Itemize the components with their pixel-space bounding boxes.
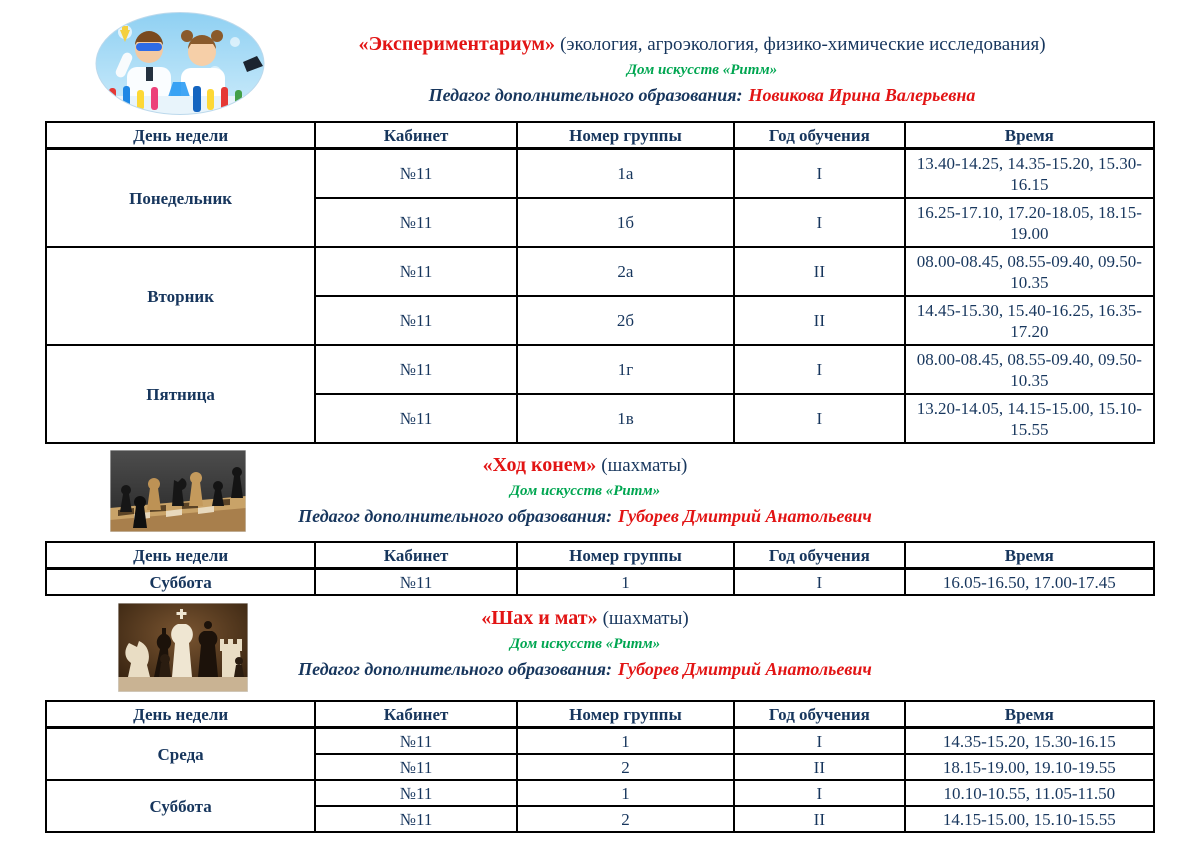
year-cell: II bbox=[734, 754, 905, 780]
group-cell: 2 bbox=[517, 754, 734, 780]
year-cell: II bbox=[734, 247, 905, 296]
year-cell: II bbox=[734, 806, 905, 832]
time-cell: 14.35-15.20, 15.30-16.15 bbox=[905, 728, 1154, 755]
table-header-row bbox=[46, 701, 1154, 728]
table-row bbox=[46, 247, 1154, 296]
day-cell: Среда bbox=[46, 728, 315, 781]
header-year: Год обучения bbox=[734, 542, 905, 569]
day-cell: Суббота bbox=[46, 569, 315, 596]
header-day: День недели bbox=[46, 701, 315, 728]
schedule-table-experimentarium bbox=[45, 121, 1155, 444]
time-cell: 10.10-10.55, 11.05-11.50 bbox=[905, 780, 1154, 806]
year-cell: I bbox=[734, 569, 905, 596]
house-of-arts-line: Дом искусств «Ритм» bbox=[509, 636, 661, 652]
day-cell: Понедельник bbox=[46, 149, 315, 248]
group-cell: 1 bbox=[517, 728, 734, 755]
teacher-name: Губорев Дмитрий Анатольевич bbox=[618, 506, 872, 526]
group-cell: 2 bbox=[517, 806, 734, 832]
time-cell: 08.00-08.45, 08.55-09.40, 09.50-10.35 bbox=[905, 345, 1154, 394]
chess-pieces-photo bbox=[118, 603, 248, 692]
header-time: Время bbox=[905, 122, 1154, 149]
header-room: Кабинет bbox=[315, 542, 517, 569]
group-cell: 2а bbox=[517, 247, 734, 296]
house-of-arts-line: Дом искусств «Ритм» bbox=[626, 62, 778, 78]
room-cell: №11 bbox=[315, 754, 517, 780]
teacher-name: Губорев Дмитрий Анатольевич bbox=[618, 659, 872, 679]
teacher-label: Педагог дополнительного образования: bbox=[298, 659, 613, 679]
teacher-label: Педагог дополнительного образования: bbox=[428, 85, 743, 105]
year-cell: I bbox=[734, 394, 905, 443]
year-cell: I bbox=[734, 198, 905, 247]
table-row bbox=[46, 728, 1154, 755]
time-cell: 18.15-19.00, 19.10-19.55 bbox=[905, 754, 1154, 780]
group-cell: 1 bbox=[517, 569, 734, 596]
room-cell: №11 bbox=[315, 149, 517, 199]
time-cell: 16.25-17.10, 17.20-18.05, 18.15-19.00 bbox=[905, 198, 1154, 247]
time-cell: 13.40-14.25, 14.35-15.20, 15.30-16.15 bbox=[905, 149, 1154, 199]
room-cell: №11 bbox=[315, 780, 517, 806]
schedule-table-hod-konem bbox=[45, 541, 1155, 596]
house-of-arts-line: Дом искусств «Ритм» bbox=[509, 483, 661, 499]
program-title-note: (шахматы) bbox=[602, 608, 689, 629]
room-cell: №11 bbox=[315, 728, 517, 755]
program-title-note: (шахматы) bbox=[601, 455, 688, 476]
day-cell: Вторник bbox=[46, 247, 315, 345]
header-year: Год обучения bbox=[734, 122, 905, 149]
page bbox=[0, 12, 1200, 833]
header-group: Номер группы bbox=[517, 122, 734, 149]
table-row bbox=[46, 345, 1154, 394]
year-cell: II bbox=[734, 296, 905, 345]
group-cell: 1г bbox=[517, 345, 734, 394]
time-cell: 13.20-14.05, 14.15-15.00, 15.10-15.55 bbox=[905, 394, 1154, 443]
section-experimentarium bbox=[45, 12, 1155, 116]
header-time: Время bbox=[905, 542, 1154, 569]
header-day: День недели bbox=[46, 542, 315, 569]
section-shah-i-mat bbox=[45, 603, 1155, 695]
table-row bbox=[46, 149, 1154, 199]
table-header-row bbox=[46, 122, 1154, 149]
day-cell: Пятница bbox=[46, 345, 315, 443]
teacher-line bbox=[265, 84, 1139, 106]
room-cell: №11 bbox=[315, 296, 517, 345]
teacher-label: Педагог дополнительного образования: bbox=[298, 506, 613, 526]
program-title: «Шах и мат» bbox=[481, 607, 598, 629]
table-header-row bbox=[46, 542, 1154, 569]
header-time: Время bbox=[905, 701, 1154, 728]
time-cell: 14.45-15.30, 15.40-16.25, 16.35-17.20 bbox=[905, 296, 1154, 345]
program-title-note: (экология, агроэкология, физико-химические исследования) bbox=[560, 34, 1046, 55]
time-cell: 16.05-16.50, 17.00-17.45 bbox=[905, 569, 1154, 596]
year-cell: I bbox=[734, 345, 905, 394]
time-cell: 14.15-15.00, 15.10-15.55 bbox=[905, 806, 1154, 832]
header-room: Кабинет bbox=[315, 122, 517, 149]
chessboard-photo bbox=[110, 450, 246, 532]
group-cell: 1 bbox=[517, 780, 734, 806]
table-row bbox=[46, 569, 1154, 596]
group-cell: 2б bbox=[517, 296, 734, 345]
science-kids-photo bbox=[95, 12, 265, 115]
section-title-line bbox=[265, 32, 1139, 57]
room-cell: №11 bbox=[315, 394, 517, 443]
year-cell: I bbox=[734, 149, 905, 199]
section-hod-konem bbox=[45, 450, 1155, 536]
group-cell: 1в bbox=[517, 394, 734, 443]
group-cell: 1б bbox=[517, 198, 734, 247]
room-cell: №11 bbox=[315, 247, 517, 296]
table-row bbox=[46, 780, 1154, 806]
day-cell: Суббота bbox=[46, 780, 315, 832]
time-cell: 08.00-08.45, 08.55-09.40, 09.50-10.35 bbox=[905, 247, 1154, 296]
header-day: День недели bbox=[46, 122, 315, 149]
program-title: «Экспериментариум» bbox=[358, 33, 556, 55]
header-year: Год обучения bbox=[734, 701, 905, 728]
room-cell: №11 bbox=[315, 198, 517, 247]
schedule-table-shah-i-mat bbox=[45, 700, 1155, 833]
room-cell: №11 bbox=[315, 569, 517, 596]
teacher-name: Новикова Ирина Валерьевна bbox=[748, 85, 976, 105]
program-title: «Ход конем» bbox=[482, 454, 597, 476]
year-cell: I bbox=[734, 780, 905, 806]
group-cell: 1а bbox=[517, 149, 734, 199]
header-group: Номер группы bbox=[517, 701, 734, 728]
header-group: Номер группы bbox=[517, 542, 734, 569]
room-cell: №11 bbox=[315, 806, 517, 832]
header-room: Кабинет bbox=[315, 701, 517, 728]
room-cell: №11 bbox=[315, 345, 517, 394]
year-cell: I bbox=[734, 728, 905, 755]
